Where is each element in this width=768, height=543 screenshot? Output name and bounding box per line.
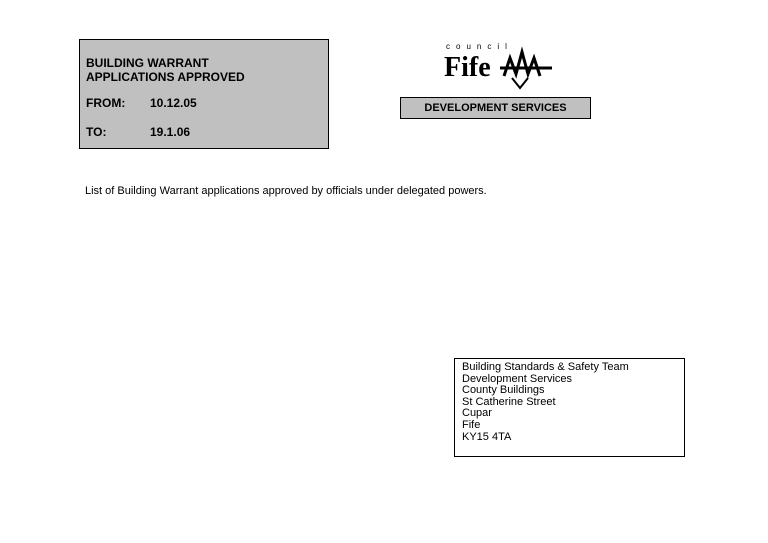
address-line: Fife (462, 418, 481, 431)
report-title-box (79, 39, 329, 149)
to-label: TO: (86, 125, 107, 139)
from-label: FROM: (86, 96, 126, 110)
to-date: 19.1.06 (150, 125, 191, 139)
address-line: Cupar (462, 407, 492, 420)
address-line: Building Standards & Safety Team (462, 361, 629, 373)
report-title-line-2: APPLICATIONS APPROVED (86, 70, 245, 84)
logo-chevron-mark-icon (512, 78, 528, 88)
logo-wave-mark-icon (500, 52, 552, 76)
fife-council-logo (440, 38, 560, 92)
address-box (454, 358, 685, 457)
logo-small-text: council (446, 42, 513, 51)
address-line: County Buildings (462, 384, 545, 397)
department-label: DEVELOPMENT SERVICES (400, 97, 591, 119)
address-line: KY15 4TA (462, 430, 512, 443)
from-date: 10.12.05 (150, 96, 197, 110)
intro-text: List of Building Warrant applications approved by officials under delegated powers. (85, 185, 487, 197)
logo-large-text: Fife (444, 52, 491, 83)
report-title-line-1: BUILDING WARRANT (86, 56, 209, 70)
address-line: Development Services (462, 372, 573, 385)
address-line: St Catherine Street (462, 395, 556, 408)
